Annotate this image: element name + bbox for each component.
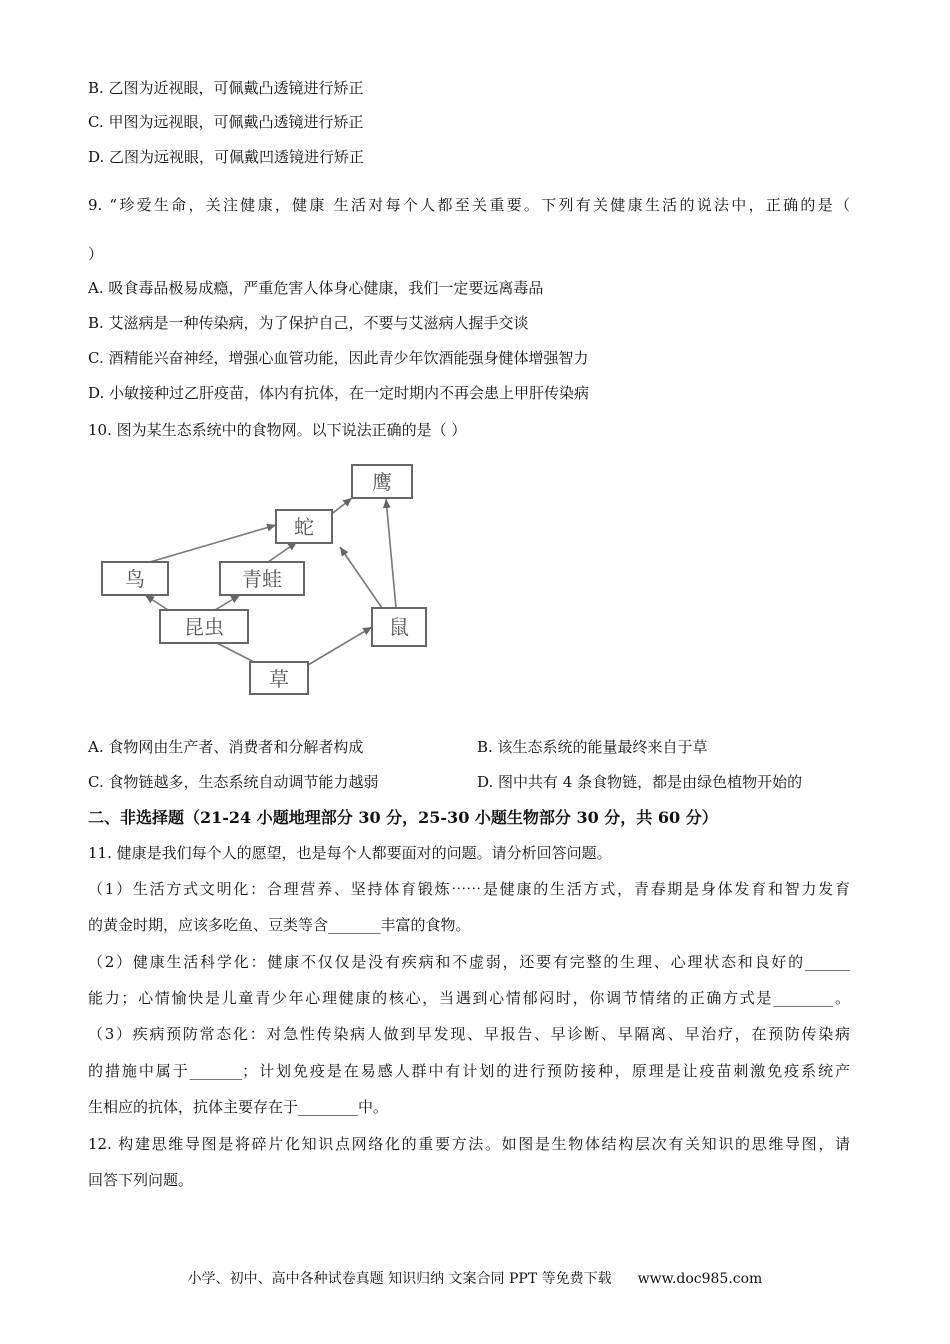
q9-option-c: C. 酒精能兴奋神经，增强心血管功能，因此青少年饮酒能强身健体增强智力 xyxy=(88,349,589,367)
q9-option-a: A. 吸食毒品极易成瘾，严重危害人体身心健康，我们一定要远离毒品 xyxy=(88,279,544,297)
arrow-grass-mouse xyxy=(308,627,372,665)
footer-website[interactable]: www.doc985.com xyxy=(637,1271,763,1287)
arrow-frog-snake xyxy=(268,542,297,562)
arrow-mouse-hawk xyxy=(386,499,396,608)
q9-stem: 9. “珍爱生命，关注健康，健康 生活对每个人都至关重要。下列有关健康生活的说法中，正确的是（ xyxy=(88,196,850,214)
q8-option-b: B. 乙图为近视眼，可佩戴凸透镜进行矫正 xyxy=(88,79,364,97)
arrow-bird-snake xyxy=(150,525,276,562)
q11-part3-line1: （3）疾病预防常态化：对急性传染病人做到早发现、早报告、早诊断、早隔离、早治疗，在预防传染病 xyxy=(88,1025,850,1043)
arrow-mouse-snake xyxy=(340,547,382,608)
q8-option-c: C. 甲图为远视眼，可佩戴凸透镜进行矫正 xyxy=(88,113,364,131)
footer-text: 小学、初中、高中各种试卷真题 知识归纳 文案合同 PPT 等免费下载 xyxy=(187,1271,612,1287)
arrow-insect-bird xyxy=(145,595,168,610)
node-snake: 蛇 xyxy=(294,515,314,539)
node-hawk: 鹰 xyxy=(372,470,392,494)
q11-part1-line2: 的黄金时期，应该多吃鱼、豆类等含_______丰富的食物。 xyxy=(88,916,471,934)
page-footer xyxy=(0,1269,950,1289)
node-insect: 昆虫 xyxy=(184,615,224,639)
q11-part1-line1: （1）生活方式文明化：合理营养、坚持体育锻炼⋯⋯是健康的生活方式，青春期是身体发育和智力发育 xyxy=(88,880,850,898)
node-grass: 草 xyxy=(269,667,289,691)
q11-stem: 11. 健康是我们每个人的愿望，也是每个人都要面对的问题。请分析回答问题。 xyxy=(88,844,612,862)
q10-option-c: C. 食物链越多，生态系统自动调节能力越弱 xyxy=(88,773,379,791)
q9-option-d: D. 小敏接种过乙肝疫苗，体内有抗体，在一定时期内不再会患上甲肝传染病 xyxy=(88,384,590,402)
q10-option-d: D. 图中共有 4 条食物链，都是由绿色植物开始的 xyxy=(477,773,803,791)
q9-stem-close: ） xyxy=(88,245,104,263)
section-2-title: 二、非选择题（21-24 小题地理部分 30 分，25-30 小题生物部分 30 分，共 60 分） xyxy=(88,808,718,827)
q11-part2-line2: 能力；心情愉快是儿童青少年心理健康的核心，当遇到心情郁闷时，你调节情绪的正确方式是________。 xyxy=(88,989,850,1007)
q10-option-a: A. 食物网由生产者、消费者和分解者构成 xyxy=(88,738,364,756)
q11-part3-line3: 生相应的抗体，抗体主要存在于________中。 xyxy=(88,1098,389,1116)
q12-stem-line1: 12. 构建思维导图是将碎片化知识点网络化的重要方法。如图是生物体结构层次有关知识的思维导图，请 xyxy=(88,1135,850,1153)
food-web-diagram xyxy=(90,455,450,700)
q11-part2-line1: （2）健康生活科学化：健康不仅仅是没有疾病和不虚弱，还要有完整的生理、心理状态和良好的______ xyxy=(88,953,850,971)
q8-option-d: D. 乙图为远视眼，可佩戴凹透镜进行矫正 xyxy=(88,148,365,166)
arrow-snake-hawk xyxy=(333,498,352,513)
q9-option-b: B. 艾滋病是一种传染病，为了保护自己，不要与艾滋病人握手交谈 xyxy=(88,314,529,332)
node-frog: 青蛙 xyxy=(242,567,282,591)
arrow-insect-frog xyxy=(215,595,240,610)
q12-stem-line2: 回答下列问题。 xyxy=(88,1171,194,1189)
q10-stem: 10. 图为某生态系统中的食物网。以下说法正确的是（ ） xyxy=(88,421,467,439)
q11-part3-line2: 的措施中属于_______；计划免疫是在易感人群中有计划的进行预防接种，原理是让疫苗刺激免疫系统产 xyxy=(88,1062,850,1080)
node-mouse: 鼠 xyxy=(389,615,409,639)
q10-option-b: B. 该生态系统的能量最终来自于草 xyxy=(477,738,708,756)
node-bird: 鸟 xyxy=(125,567,145,591)
